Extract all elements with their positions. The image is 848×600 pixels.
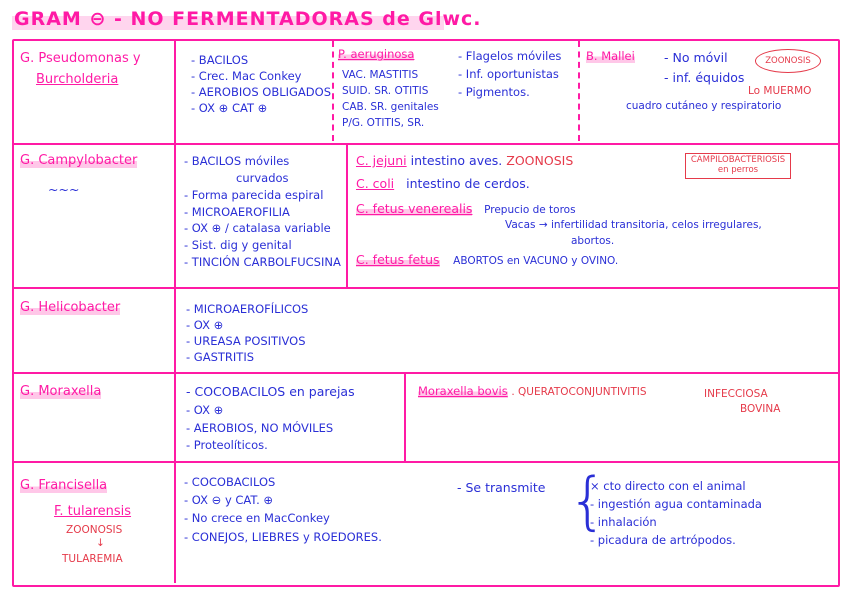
species-jejuni: C. jejuni xyxy=(356,153,407,168)
transmission-item: - picadura de artrópodos. xyxy=(590,533,736,547)
column-divider xyxy=(174,145,176,287)
species-row xyxy=(356,154,573,168)
species-moraxella-bovis: Moraxella bovis xyxy=(418,384,508,398)
genus-label: G. Francisella xyxy=(20,478,108,493)
trait-item: - COCOBACILOS en parejas xyxy=(186,384,355,399)
trait-item: curvados xyxy=(236,171,289,185)
transmission-item: - inhalación xyxy=(590,515,657,529)
squiggle-icon: ~~~ xyxy=(48,182,80,197)
species-fetus-venerealis: C. fetus venerealis xyxy=(356,201,473,216)
trait-item: - OX ⊕ CAT ⊕ xyxy=(191,101,268,115)
species-row xyxy=(356,253,618,268)
trait-item: - No crece en MacConkey xyxy=(184,511,330,525)
trait-item: - GASTRITIS xyxy=(186,350,255,364)
genus-label: G. Helicobacter xyxy=(20,300,121,315)
trait-item: - BACILOS móviles xyxy=(184,154,290,168)
trait-item: - No móvil xyxy=(664,50,728,65)
genus-burcholderia xyxy=(36,72,118,87)
brace-icon: { xyxy=(568,464,608,537)
column-divider xyxy=(346,145,348,287)
disease-label: BOVINA xyxy=(740,403,781,415)
trait-item: - COCOBACILOS xyxy=(184,475,276,489)
host-site: SUID. SR. OTITIS xyxy=(342,85,429,97)
trait-item: - OX ⊕ xyxy=(186,318,224,332)
trait-item: - TINCIÓN CARBOLFUCSINA xyxy=(184,255,341,269)
trait-item: - Forma parecida espiral xyxy=(184,188,324,202)
species-description: ABORTOS en VACUNO y OVINO. xyxy=(453,255,619,267)
row-divider xyxy=(12,461,838,463)
transmission-item: - ingestión agua contaminada xyxy=(590,497,762,511)
genus-moraxella xyxy=(20,384,101,399)
genus-campylobacter xyxy=(20,153,137,168)
trait-item: - MICROAEROFÍLICOS xyxy=(186,302,309,316)
species-row xyxy=(356,177,530,191)
zoonosis-label: ZOONOSIS xyxy=(765,56,811,66)
genus-francisella xyxy=(20,478,107,493)
trait-item: - OX ⊕ xyxy=(186,403,224,417)
species-mallei xyxy=(586,50,635,63)
page-title: GRAM ⊖ - NO FERMENTADORAS de Glwc. xyxy=(14,8,482,30)
disease-label: . QUERATOCONJUNTIVITIS xyxy=(511,386,647,398)
column-divider xyxy=(174,374,176,461)
species-label: F. tularensis xyxy=(54,504,132,519)
host-site: VAC. MASTITIS xyxy=(342,69,419,81)
trait-item: - Inf. oportunistas xyxy=(458,67,559,81)
trait-item: - inf. équidos xyxy=(664,70,745,85)
column-divider xyxy=(404,374,406,461)
zoonosis-badge xyxy=(755,49,821,73)
species-row xyxy=(418,385,647,399)
genus-helicobacter xyxy=(20,300,120,315)
species-label: B. Mallei xyxy=(586,49,635,63)
row-divider xyxy=(12,143,838,145)
column-divider xyxy=(174,289,176,372)
trait-item: - OX ⊖ y CAT. ⊕ xyxy=(184,493,274,507)
trait-item: - Crec. Mac Conkey xyxy=(191,69,302,83)
host-site: P/G. OTITIS, SR. xyxy=(342,117,425,129)
column-divider xyxy=(174,463,176,583)
trait-item: - UREASA POSITIVOS xyxy=(186,334,306,348)
species-label: P. aeruginosa xyxy=(338,47,415,61)
row-divider xyxy=(12,287,838,289)
species-tularensis xyxy=(54,504,131,519)
trait-item: - Pigmentos. xyxy=(458,85,530,99)
zoonosis-label: ZOONOSIS xyxy=(506,153,574,168)
trait-item: - OX ⊕ / catalasa variable xyxy=(184,221,331,235)
genus-pseudomonas xyxy=(20,51,141,66)
trait-item: - MICROAEROFILIA xyxy=(184,205,290,219)
species-description: intestino aves. xyxy=(410,153,503,168)
trait-item: - Proteolíticos. xyxy=(186,438,268,452)
zoonosis-label: ZOONOSIS xyxy=(66,524,123,536)
disease-muermo: Lo MUERMO xyxy=(748,85,812,97)
species-description: Vacas → infertilidad transitoria, celos irregulares, xyxy=(505,219,762,231)
disease-tularemia: TULAREMIA xyxy=(62,553,123,565)
species-coli: C. coli xyxy=(356,176,395,191)
disease-label: CAMPILOBACTERIOSIS en perros xyxy=(690,155,786,175)
genus-label: G. Pseudomonas y xyxy=(20,51,141,66)
transmission-item: × cto directo con el animal xyxy=(590,479,746,493)
genus-label: G. Campylobacter xyxy=(20,153,138,168)
genus-label: G. Moraxella xyxy=(20,384,102,399)
species-description: Prepucio de toros xyxy=(484,204,576,216)
column-divider xyxy=(174,41,176,143)
species-fetus-fetus: C. fetus fetus xyxy=(356,252,440,267)
trait-description: cuadro cutáneo y respiratorio xyxy=(626,100,782,112)
genus-label: Burcholderia xyxy=(36,72,119,87)
host-site: CAB. SR. genitales xyxy=(342,101,439,113)
campylobacteriosis-badge xyxy=(685,153,791,179)
trait-item: - AEROBIOS, NO MÓVILES xyxy=(186,421,334,435)
column-divider-dashed xyxy=(578,41,580,141)
trait-item: - BACILOS xyxy=(191,53,249,67)
trait-item: - Flagelos móviles xyxy=(458,49,562,63)
species-row xyxy=(356,202,576,217)
trait-item: - CONEJOS, LIEBRES y ROEDORES. xyxy=(184,530,382,544)
species-description: abortos. xyxy=(571,235,615,247)
species-aeruginosa xyxy=(338,48,414,61)
species-description: intestino de cerdos. xyxy=(406,176,530,191)
disease-label: INFECCIOSA xyxy=(704,388,768,400)
transmission-label: - Se transmite xyxy=(457,480,546,495)
trait-item: - AEROBIOS OBLIGADOS xyxy=(191,85,331,99)
arrow-down-icon: ↓ xyxy=(96,537,105,549)
column-divider-dashed xyxy=(332,41,334,141)
trait-item: - Sist. dig y genital xyxy=(184,238,292,252)
row-divider xyxy=(12,372,838,374)
